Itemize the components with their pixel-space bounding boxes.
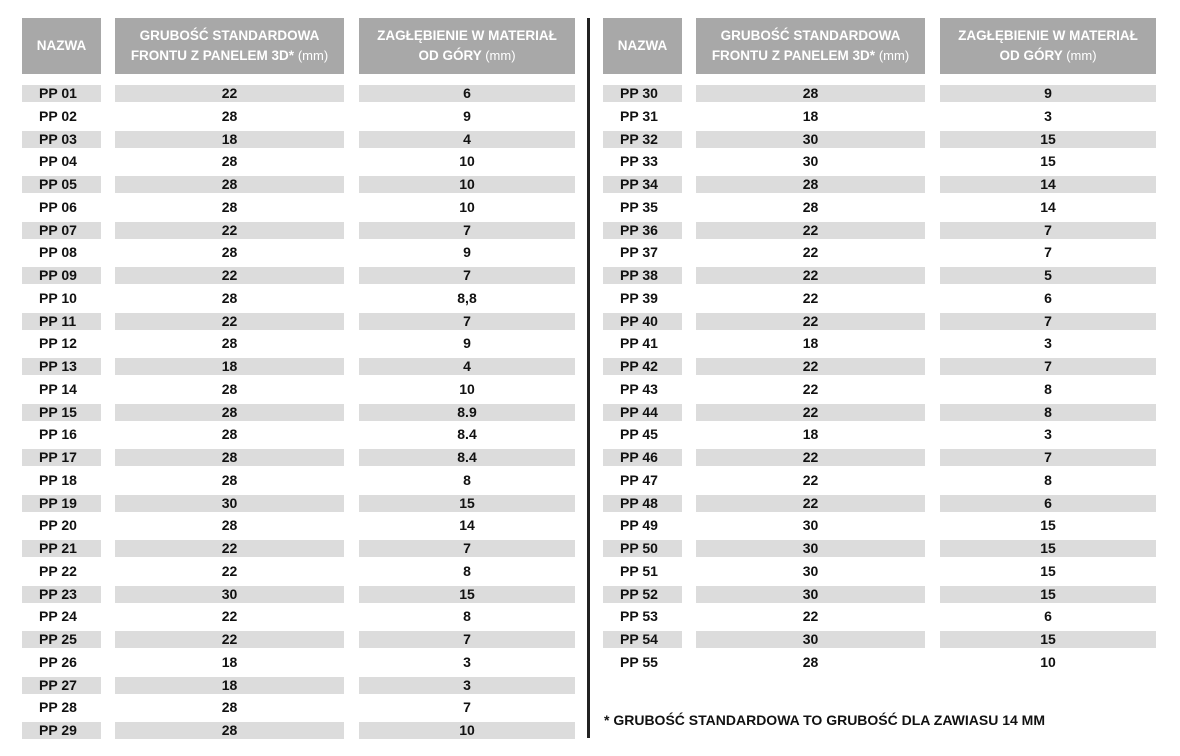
thickness-header-line2: FRONTU Z PANELEM 3D* [130, 48, 295, 63]
row-name-cell: PP 25 [22, 631, 101, 648]
row-thickness-cell: 22 [802, 380, 819, 397]
table-row [22, 562, 582, 585]
row-thickness-cell: 18 [115, 131, 344, 148]
row-thickness-cell: 28 [221, 153, 238, 170]
row-name-cell: PP 22 [39, 562, 77, 579]
row-depth-cell: 8.9 [359, 404, 575, 421]
table-row [603, 107, 1163, 130]
row-depth-cell: 7 [359, 267, 575, 284]
row-depth-cell: 15 [940, 631, 1156, 648]
table-row [603, 198, 1163, 221]
row-thickness-cell: 22 [696, 222, 925, 239]
row-thickness-cell: 28 [696, 176, 925, 193]
table-row [22, 312, 582, 335]
table-row [603, 312, 1163, 335]
name-column-header [603, 18, 682, 74]
row-thickness-cell: 28 [221, 426, 238, 443]
table-row [603, 289, 1163, 312]
row-name-cell: PP 43 [620, 380, 658, 397]
row-thickness-cell: 18 [802, 107, 819, 124]
depth-column-header [359, 18, 575, 74]
row-depth-cell: 8 [1044, 471, 1052, 488]
row-depth-cell: 9 [463, 244, 471, 261]
row-name-cell: PP 36 [603, 222, 682, 239]
row-thickness-cell: 30 [802, 562, 819, 579]
row-name-cell: PP 10 [39, 289, 77, 306]
row-depth-cell: 3 [1044, 107, 1052, 124]
row-depth-cell: 8.4 [359, 449, 575, 466]
row-name-cell: PP 09 [22, 267, 101, 284]
table-row [22, 266, 582, 289]
row-name-cell: PP 53 [620, 608, 658, 625]
row-depth-cell: 15 [940, 586, 1156, 603]
row-thickness-cell: 30 [696, 631, 925, 648]
row-depth-cell: 10 [359, 176, 575, 193]
table-row [22, 84, 582, 107]
row-depth-cell: 10 [459, 153, 475, 170]
row-depth-cell: 10 [1040, 653, 1056, 670]
row-thickness-cell: 22 [115, 313, 344, 330]
table-row [22, 198, 582, 221]
row-thickness-cell: 28 [696, 85, 925, 102]
row-thickness-cell: 30 [696, 540, 925, 557]
table-row [22, 152, 582, 175]
row-name-cell: PP 47 [620, 471, 658, 488]
row-depth-cell: 7 [359, 222, 575, 239]
row-thickness-cell: 30 [802, 153, 819, 170]
table-row [22, 130, 582, 153]
depth-header-line2: OD GÓRY [999, 48, 1063, 63]
row-thickness-cell: 18 [115, 358, 344, 375]
table-row [22, 289, 582, 312]
row-depth-cell: 8 [940, 404, 1156, 421]
right-table-body [603, 84, 1163, 676]
row-depth-cell: 7 [359, 540, 575, 557]
table-row [603, 221, 1163, 244]
row-thickness-cell: 22 [696, 313, 925, 330]
row-depth-cell: 7 [940, 313, 1156, 330]
row-name-cell: PP 19 [22, 495, 101, 512]
row-name-cell: PP 51 [620, 562, 658, 579]
row-name-cell: PP 37 [620, 244, 658, 261]
row-name-cell: PP 20 [39, 517, 77, 534]
row-thickness-cell: 28 [221, 699, 238, 716]
row-name-cell: PP 06 [39, 198, 77, 215]
table-row [603, 175, 1163, 198]
row-name-cell: PP 54 [603, 631, 682, 648]
table-row [603, 653, 1163, 676]
name-header-text: NAZWA [36, 38, 87, 53]
thickness-column-header [696, 18, 925, 74]
row-thickness-cell: 30 [696, 131, 925, 148]
row-thickness-cell: 22 [115, 222, 344, 239]
row-thickness-cell: 28 [802, 653, 819, 670]
row-depth-cell: 4 [359, 358, 575, 375]
thickness-header-line2: FRONTU Z PANELEM 3D* [711, 48, 876, 63]
row-thickness-cell: 30 [802, 517, 819, 534]
row-name-cell: PP 05 [22, 176, 101, 193]
table-row [22, 357, 582, 380]
table-row [22, 107, 582, 130]
row-depth-cell: 8 [463, 471, 471, 488]
row-thickness-cell: 22 [802, 608, 819, 625]
name-column-header [22, 18, 101, 74]
row-thickness-cell: 22 [696, 358, 925, 375]
row-thickness-cell: 22 [802, 471, 819, 488]
row-thickness-cell: 22 [115, 540, 344, 557]
row-depth-cell: 4 [359, 131, 575, 148]
row-name-cell: PP 30 [603, 85, 682, 102]
row-depth-cell: 7 [463, 699, 471, 716]
row-depth-cell: 7 [940, 222, 1156, 239]
row-depth-cell: 8 [463, 608, 471, 625]
row-name-cell: PP 40 [603, 313, 682, 330]
row-depth-cell: 15 [359, 586, 575, 603]
row-thickness-cell: 22 [221, 562, 238, 579]
row-thickness-cell: 22 [802, 289, 819, 306]
row-thickness-cell: 30 [115, 586, 344, 603]
row-name-cell: PP 44 [603, 404, 682, 421]
table-row [22, 175, 582, 198]
footnote: * GRUBOŚĆ STANDARDOWA TO GRUBOŚĆ DLA ZAWIASU 14 MM [604, 712, 1046, 728]
table-row [603, 516, 1163, 539]
row-thickness-cell: 30 [696, 586, 925, 603]
table-row [22, 471, 582, 494]
table-row [22, 425, 582, 448]
row-thickness-cell: 18 [802, 335, 819, 352]
row-thickness-cell: 22 [802, 244, 819, 261]
row-depth-cell: 6 [359, 85, 575, 102]
row-thickness-cell: 22 [115, 267, 344, 284]
table-row [22, 448, 582, 471]
row-thickness-cell: 22 [696, 449, 925, 466]
table-row [22, 721, 582, 744]
row-name-cell: PP 11 [22, 313, 101, 330]
row-thickness-cell: 22 [115, 631, 344, 648]
row-name-cell: PP 46 [603, 449, 682, 466]
row-name-cell: PP 52 [603, 586, 682, 603]
table-row [603, 380, 1163, 403]
row-depth-cell: 9 [463, 335, 471, 352]
row-name-cell: PP 08 [39, 244, 77, 261]
row-depth-cell: 8 [1044, 380, 1052, 397]
row-thickness-cell: 18 [802, 426, 819, 443]
row-name-cell: PP 39 [620, 289, 658, 306]
table-row [22, 243, 582, 266]
row-thickness-cell: 22 [696, 267, 925, 284]
row-name-cell: PP 31 [620, 107, 658, 124]
row-name-cell: PP 33 [620, 153, 658, 170]
row-name-cell: PP 42 [603, 358, 682, 375]
row-name-cell: PP 24 [39, 608, 77, 625]
row-depth-cell: 10 [459, 198, 475, 215]
table-row [603, 403, 1163, 426]
table-row [22, 698, 582, 721]
table-row [603, 425, 1163, 448]
row-depth-cell: 3 [359, 677, 575, 694]
table-row [603, 357, 1163, 380]
row-name-cell: PP 48 [603, 495, 682, 512]
table-row [603, 607, 1163, 630]
table-row [22, 380, 582, 403]
row-name-cell: PP 13 [22, 358, 101, 375]
row-depth-cell: 14 [1040, 198, 1056, 215]
row-thickness-cell: 28 [221, 380, 238, 397]
row-name-cell: PP 07 [22, 222, 101, 239]
table-row [22, 585, 582, 608]
row-depth-cell: 15 [1040, 153, 1056, 170]
row-depth-cell: 7 [940, 449, 1156, 466]
depth-header-unit: (mm) [485, 48, 516, 63]
row-name-cell: PP 18 [39, 471, 77, 488]
row-thickness-cell: 28 [221, 289, 238, 306]
row-thickness-cell: 28 [221, 471, 238, 488]
row-thickness-cell: 28 [221, 244, 238, 261]
table-row [603, 334, 1163, 357]
row-depth-cell: 10 [459, 380, 475, 397]
row-depth-cell: 15 [1040, 562, 1056, 579]
row-depth-cell: 8.4 [457, 426, 477, 443]
table-row [603, 562, 1163, 585]
name-header-text: NAZWA [617, 38, 668, 53]
row-name-cell: PP 04 [39, 153, 77, 170]
row-name-cell: PP 21 [22, 540, 101, 557]
row-name-cell: PP 14 [39, 380, 77, 397]
row-thickness-cell: 28 [221, 107, 238, 124]
row-depth-cell: 7 [1044, 244, 1052, 261]
row-name-cell: PP 15 [22, 404, 101, 421]
row-name-cell: PP 01 [22, 85, 101, 102]
row-name-cell: PP 45 [620, 426, 658, 443]
row-thickness-cell: 22 [696, 404, 925, 421]
table-row [22, 630, 582, 653]
row-thickness-cell: 28 [115, 176, 344, 193]
row-depth-cell: 5 [940, 267, 1156, 284]
row-name-cell: PP 34 [603, 176, 682, 193]
row-name-cell: PP 16 [39, 426, 77, 443]
row-thickness-cell: 28 [221, 517, 238, 534]
row-depth-cell: 7 [940, 358, 1156, 375]
table-row [22, 607, 582, 630]
table-row [22, 539, 582, 562]
depth-header-unit: (mm) [1066, 48, 1097, 63]
row-name-cell: PP 23 [22, 586, 101, 603]
row-name-cell: PP 35 [620, 198, 658, 215]
row-thickness-cell: 30 [115, 495, 344, 512]
row-name-cell: PP 02 [39, 107, 77, 124]
row-depth-cell: 6 [1044, 289, 1052, 306]
row-thickness-cell: 22 [221, 608, 238, 625]
row-depth-cell: 6 [940, 495, 1156, 512]
row-thickness-cell: 18 [115, 677, 344, 694]
depth-header-line1: ZAGŁĘBIENIE W MATERIAŁ [958, 28, 1138, 43]
row-thickness-cell: 22 [115, 85, 344, 102]
table-row [603, 130, 1163, 153]
column-divider [587, 18, 590, 738]
table-row [603, 471, 1163, 494]
table-row [603, 84, 1163, 107]
depth-header-line1: ZAGŁĘBIENIE W MATERIAŁ [377, 28, 557, 43]
table-row [603, 243, 1163, 266]
row-name-cell: PP 17 [22, 449, 101, 466]
row-name-cell: PP 29 [22, 722, 101, 739]
table-row [22, 334, 582, 357]
row-name-cell: PP 12 [39, 335, 77, 352]
table-row [603, 494, 1163, 517]
table-row [22, 403, 582, 426]
table-row [603, 448, 1163, 471]
table-row [603, 630, 1163, 653]
row-thickness-cell: 18 [221, 653, 238, 670]
table-row [603, 539, 1163, 562]
row-name-cell: PP 03 [22, 131, 101, 148]
row-thickness-cell: 28 [115, 722, 344, 739]
row-name-cell: PP 38 [603, 267, 682, 284]
row-thickness-cell: 28 [221, 335, 238, 352]
table-row [603, 266, 1163, 289]
row-depth-cell: 14 [459, 517, 475, 534]
table-row [22, 516, 582, 539]
row-thickness-cell: 28 [802, 198, 819, 215]
row-name-cell: PP 28 [39, 699, 77, 716]
row-depth-cell: 3 [463, 653, 471, 670]
row-name-cell: PP 26 [39, 653, 77, 670]
table-row [603, 585, 1163, 608]
row-depth-cell: 8 [463, 562, 471, 579]
thickness-header-line1: GRUBOŚĆ STANDARDOWA [139, 28, 320, 43]
row-name-cell: PP 55 [620, 653, 658, 670]
row-name-cell: PP 32 [603, 131, 682, 148]
thickness-header-unit: (mm) [878, 48, 910, 63]
table-row [22, 653, 582, 676]
row-depth-cell: 3 [1044, 426, 1052, 443]
row-thickness-cell: 28 [115, 404, 344, 421]
table-row [603, 152, 1163, 175]
table-row [22, 494, 582, 517]
table-row [22, 221, 582, 244]
row-name-cell: PP 50 [603, 540, 682, 557]
row-depth-cell: 14 [940, 176, 1156, 193]
row-name-cell: PP 49 [620, 517, 658, 534]
thickness-column-header [115, 18, 344, 74]
row-depth-cell: 15 [1040, 517, 1056, 534]
row-depth-cell: 15 [940, 540, 1156, 557]
left-table-body [22, 84, 582, 744]
row-depth-cell: 15 [940, 131, 1156, 148]
row-depth-cell: 7 [359, 631, 575, 648]
thickness-header-unit: (mm) [297, 48, 329, 63]
row-depth-cell: 9 [940, 85, 1156, 102]
row-name-cell: PP 41 [620, 335, 658, 352]
row-depth-cell: 15 [359, 495, 575, 512]
row-depth-cell: 9 [463, 107, 471, 124]
thickness-header-line1: GRUBOŚĆ STANDARDOWA [720, 28, 901, 43]
row-name-cell: PP 27 [22, 677, 101, 694]
row-depth-cell: 10 [359, 722, 575, 739]
depth-header-line2: OD GÓRY [418, 48, 482, 63]
depth-column-header [940, 18, 1156, 74]
row-thickness-cell: 28 [115, 449, 344, 466]
row-depth-cell: 6 [1044, 608, 1052, 625]
row-thickness-cell: 22 [696, 495, 925, 512]
row-thickness-cell: 28 [221, 198, 238, 215]
table-row [22, 676, 582, 699]
row-depth-cell: 8,8 [457, 289, 477, 306]
row-depth-cell: 3 [1044, 335, 1052, 352]
row-depth-cell: 7 [359, 313, 575, 330]
